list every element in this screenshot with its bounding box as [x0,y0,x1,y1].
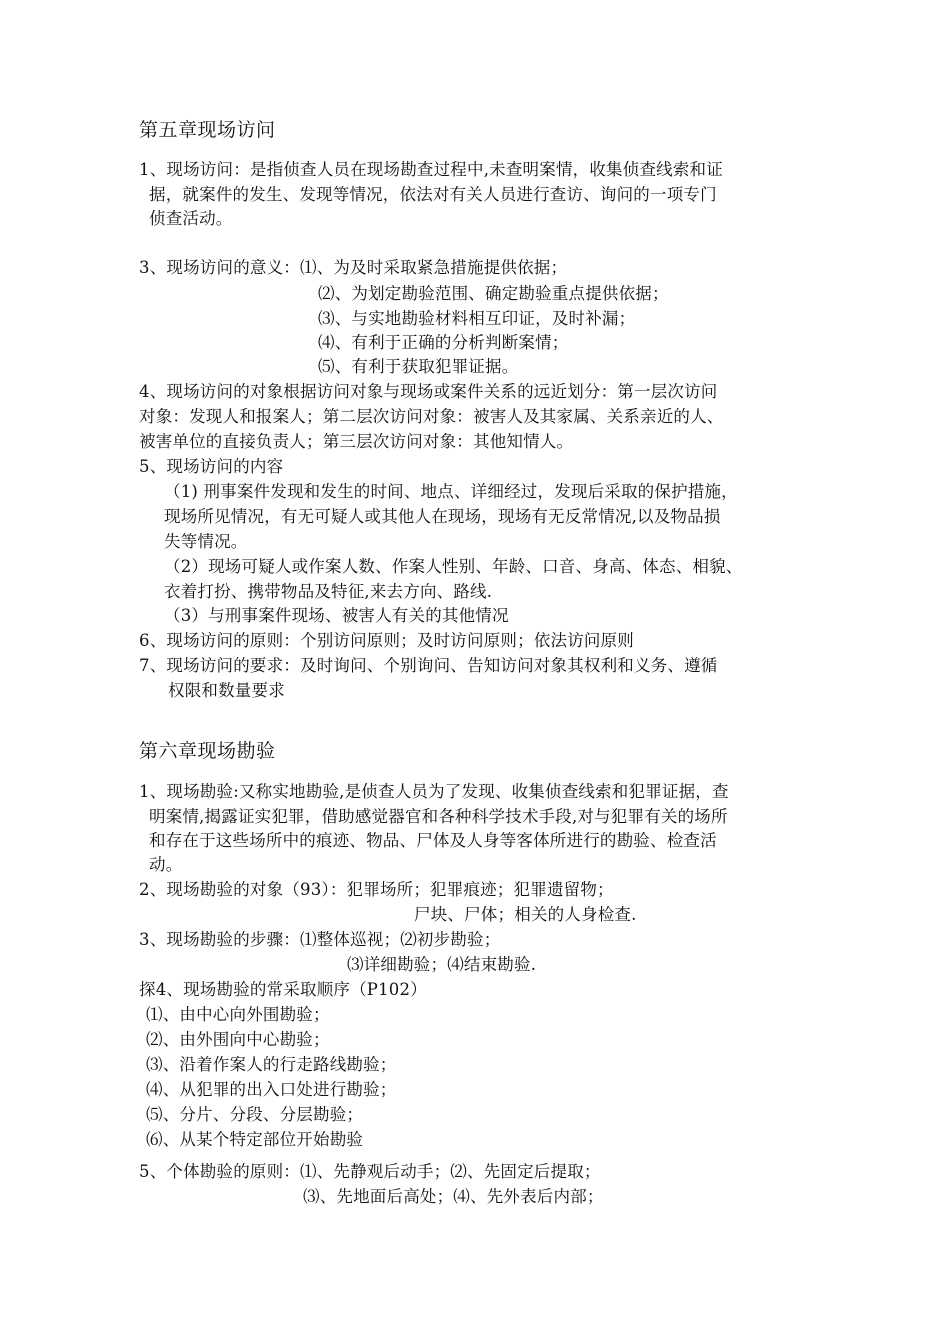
ch6-item5-line1: 5、个体勘验的原则：⑴、先静观后动手；⑵、先固定后提取； [139,1162,601,1181]
ch5-item4-line3: 被害单位的直接负责人；第三层次访问对象：其他知情人。 [139,432,574,451]
ch5-item1-line3: 侦查活动。 [149,209,233,228]
ch6-item1-line1: 1、现场勘验:又称实地勘验,是侦查人员为了发现、收集侦查线索和犯罪证据，查 [139,782,729,801]
ch6-item4-sub2: ⑵、由外围向中心勘验； [146,1030,330,1049]
ch5-item1-line2: 据，就案件的发生、发现等情况，依法对有关人员进行查访、询问的一项专门 [149,185,717,204]
ch5-item3-line4: ⑷、有利于正确的分析判断案情； [318,333,569,352]
ch5-item3-line2: ⑵、为划定勘验范围、确定勘验重点提供依据； [318,284,669,303]
ch5-item3-line1: 3、现场访问的意义：⑴、为及时采取紧急措施提供依据； [139,258,568,277]
ch6-item1-line3: 和存在于这些场所中的痕迹、物品、尸体及人身等客体所进行的勘验、检查活 [149,831,717,850]
chapter6-title: 第六章现场勘验 [139,740,276,762]
ch6-item1-line4: 动。 [149,855,183,874]
ch5-item7-line1: 7、现场访问的要求：及时询问、个别询问、告知访问对象其权利和义务、遵循 [139,656,718,675]
ch5-item1-line1: 1、现场访问：是指侦查人员在现场勘查过程中,未查明案情，收集侦查线索和证 [139,160,723,179]
ch5-item5-sub2-line1: （2）现场可疑人或作案人数、作案人性别、年龄、口音、身高、体态、相貌、 [164,557,743,576]
ch5-item5-heading: 5、现场访问的内容 [139,457,284,476]
ch6-item4-sub1: ⑴、由中心向外围勘验； [146,1005,330,1024]
ch6-item1-line2: 明案情,揭露证实犯罪，借助感觉器官和各种科学技术手段,对与犯罪有关的场所 [149,807,728,826]
ch5-item5-sub2-line2: 衣着打扮、携带物品及特征,来去方向、路线. [164,582,493,601]
ch5-item4-line2: 对象：发现人和报案人；第二层次访问对象：被害人及其家属、关系亲近的人、 [139,407,724,426]
ch5-item5-sub3: （3）与刑事案件现场、被害人有关的其他情况 [164,606,509,625]
ch6-item4-sub5: ⑸、分片、分段、分层勘验； [146,1105,364,1124]
ch5-item4-line1: 4、现场访问的对象根据访问对象与现场或案件关系的远近划分：第一层次访问 [139,382,718,401]
ch6-item5-line2: ⑶、先地面后高处；⑷、先外表后内部； [303,1187,604,1206]
ch6-item3-line2: ⑶详细勘验；⑷结束勘验. [347,955,537,974]
ch6-item4-heading: 探4、现场勘验的常采取顺序（P102） [139,980,427,999]
ch5-item3-line3: ⑶、与实地勘验材料相互印证，及时补漏； [318,309,636,328]
ch5-item6: 6、现场访问的原则：个别访问原则；及时访问原则；依法访问原则 [139,631,634,650]
ch5-item5-sub1-line3: 失等情况。 [164,532,248,551]
ch6-item4-sub6: ⑹、从某个特定部位开始勘验 [146,1130,364,1149]
ch6-item4-sub4: ⑷、从犯罪的出入口处进行勘验； [146,1080,397,1099]
ch6-item2-line2: 尸块、尸体；相关的人身检查. [414,905,637,924]
ch6-item2-line1: 2、现场勘验的对象（93）：犯罪场所；犯罪痕迹；犯罪遗留物； [139,880,614,899]
ch6-item3-line1: 3、现场勘验的步骤：⑴整体巡视；⑵初步勘验； [139,930,501,949]
ch6-item4-sub3: ⑶、沿着作案人的行走路线勘验； [146,1055,397,1074]
chapter5-title: 第五章现场访问 [139,119,276,141]
ch5-item7-line2: 权限和数量要求 [168,681,285,700]
ch5-item5-sub1-line1: （1) 刑事案件发现和发生的时间、地点、详细经过，发现后采取的保护措施， [164,482,738,501]
ch5-item3-line5: ⑸、有利于获取犯罪证据。 [318,357,519,376]
ch5-item5-sub1-line2: 现场所见情况，有无可疑人或其他人在现场，现场有无反常情况,以及物品损 [164,507,721,526]
